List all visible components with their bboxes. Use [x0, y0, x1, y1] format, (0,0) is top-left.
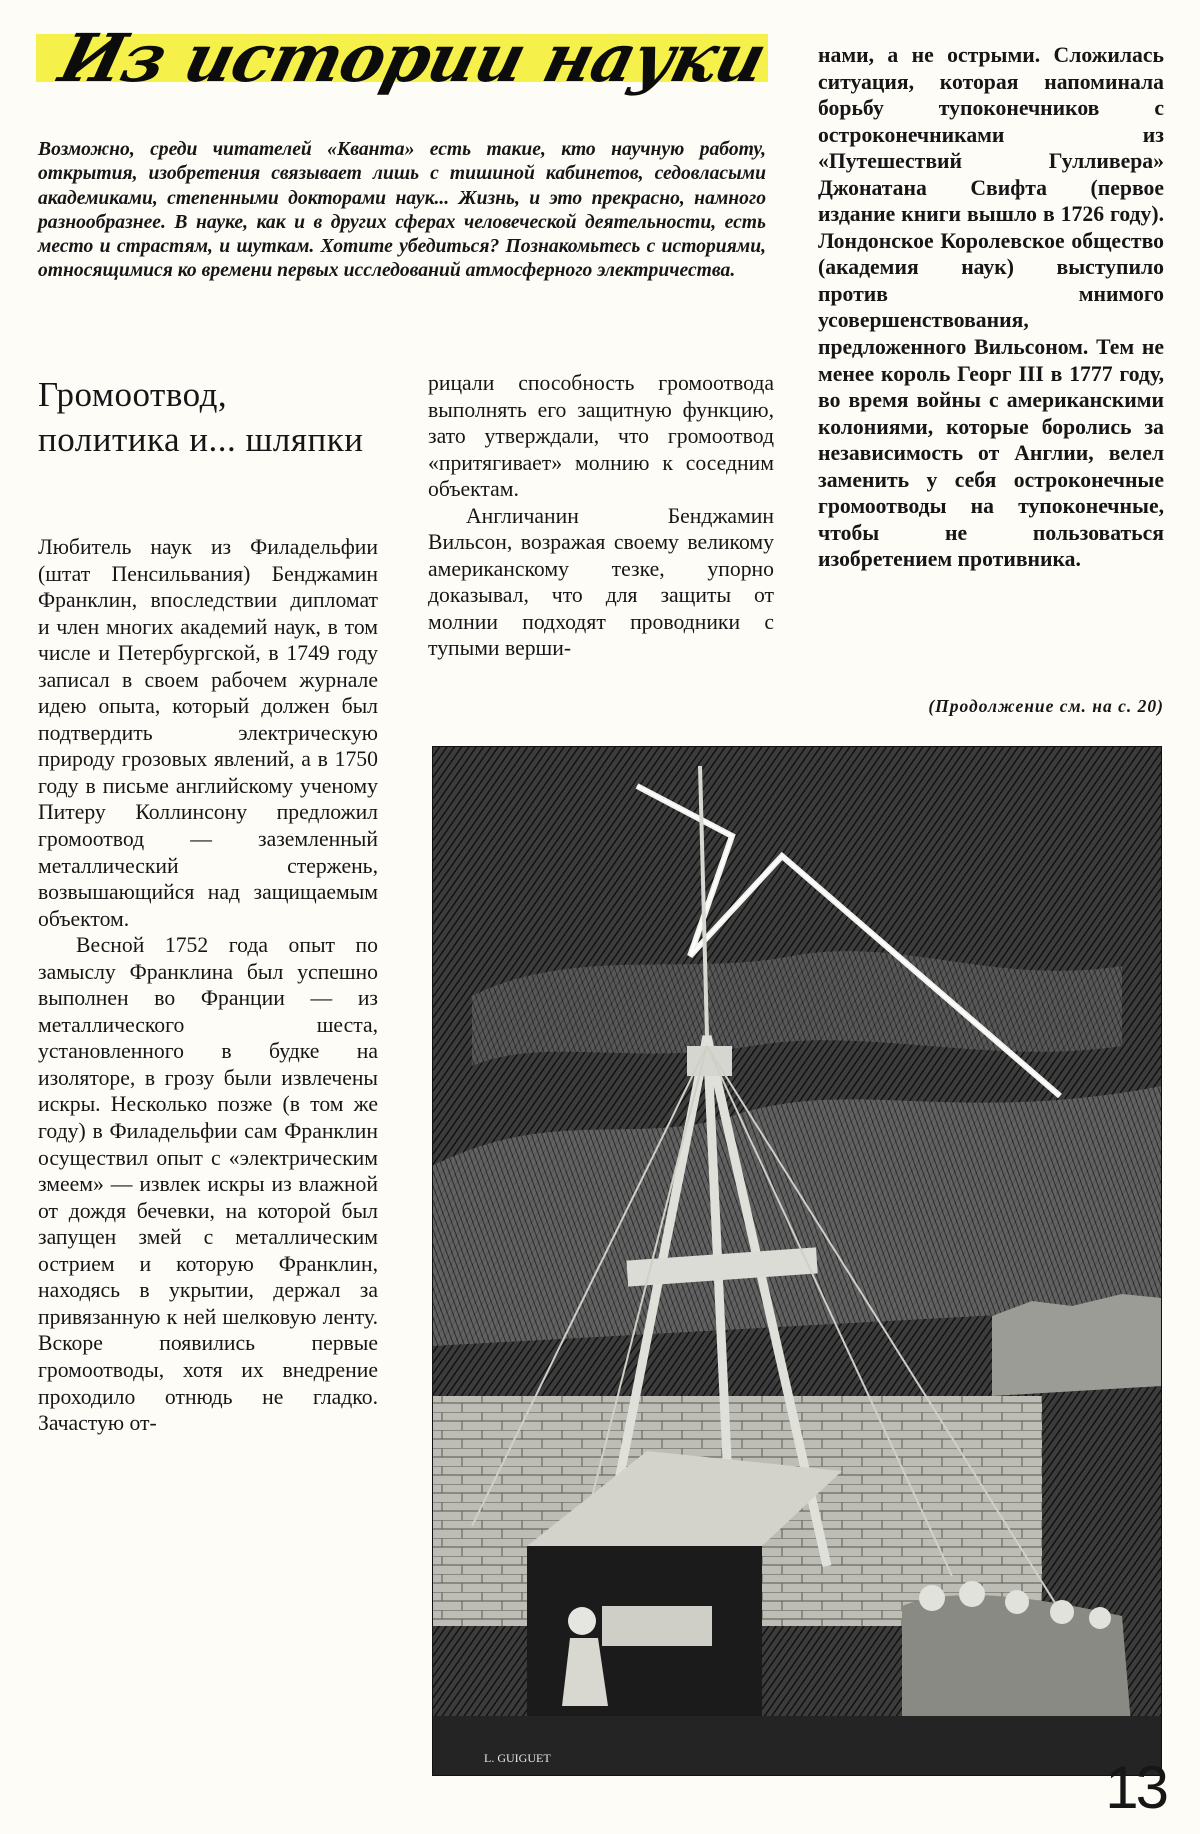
crowd-face: [1089, 1607, 1111, 1629]
article-column-3: [818, 42, 1164, 573]
continuation-note: (Продолжение см. на с. 20): [928, 696, 1164, 716]
crowd-face: [1005, 1590, 1029, 1614]
intro-text: Возможно, среди читателей «Кванта» есть такие, кто научную работу, открытия, изобретения связывает лишь с тишиной кабинетов, седовласыми академиками, степенными докторами наук... Жизнь, и это прекрасно, намного разнообразнее. В науке, как и в других сферах человеческой деятельности, есть место и страстям, и шуткам. Хотите убедиться? Познакомьтесь с историями, относящимися ко времени первых исследований атмосферного электричества.: [38, 139, 766, 282]
engraver-signature: L. GUIGUET: [484, 1751, 551, 1765]
insulator-table: [602, 1606, 712, 1646]
paragraph: Англичанин Бенджамин Вильсон, возражая своему великому американскому тезке, упорно доказывал, что для защиты от молнии подходят проводники с тупыми верши-: [428, 503, 774, 661]
engraving-svg: [432, 746, 1162, 1776]
ground: [432, 1716, 1162, 1776]
paragraph: Любитель наук из Филадельфии (штат Пенсильвания) Бенджамин Франклин, впоследствии дипломат и член многих академий наук, в том числе и Петербургской, в 1749 году записал в своем рабочем журнале идею опыта, который должен был подтвердить электрическую природу грозовых явлений, а в 1750 году в письме английскому ученому Питеру Коллинсону предложил громоотвод — заземленный металлический стержень, возвышающийся над защищаемым объектом.: [38, 535, 378, 931]
distant-ruins: [992, 1294, 1162, 1396]
experimenter-head: [568, 1607, 596, 1635]
crowd-face: [959, 1581, 985, 1607]
paragraph: Весной 1752 года опыт по замыслу Франклина был успешно выполнен во Франции — из металлического шеста, установленного в будке на изоляторе, в грозу были извлечены искры. Несколько позже (в том же году) в Филадельфии сам Франклин осуществил опыт с «электрическим змеем» — извлек искры из влажной от дождя бечевки, на которой был запущен змей с металлическим острием и которую Франклин, находясь в укрытии, держал за привязанную к ней шелковую ленту. Вскоре появились первые громоотводы, хотя их внедрение проходило отнюдь не гладко. Зачастую от-: [38, 933, 378, 1436]
crowd-face: [919, 1585, 945, 1611]
rubric-title: Из истории науки: [52, 19, 774, 97]
article-column-1: [38, 534, 378, 1437]
lightning-rod-experiment-engraving: [432, 746, 1162, 1776]
paragraph: нами, а не острыми. Сложилась ситуация, которая напоминала борьбу тупоконечников с остроконечниками из «Путешествий Гулливера» Джонатана Свифта (первое издание книги вышло в 1726 году). Лондонское Королевское общество (академия наук) выступило против мнимого усовершенствования, предложенного Вильсоном. Тем не менее король Георг III в 1777 году, во время войны с американскими колониями, которые боролись за независимость от Англии, велел заменить у себя остроконечные громоотводы на тупоконечные, чтобы не пользоваться изобретением противника.: [818, 43, 1164, 572]
article-title: Громоотвод, политика и... шляпки: [38, 375, 364, 459]
crowd-face: [1050, 1600, 1074, 1624]
article-column-2: [428, 370, 774, 662]
paragraph: рицали способность громоотвода выполнять его защитную функцию, зато утверждали, что громоотвод «притягивает» молнию к соседним объектам.: [428, 371, 774, 502]
page-number: 13: [1105, 1754, 1166, 1821]
